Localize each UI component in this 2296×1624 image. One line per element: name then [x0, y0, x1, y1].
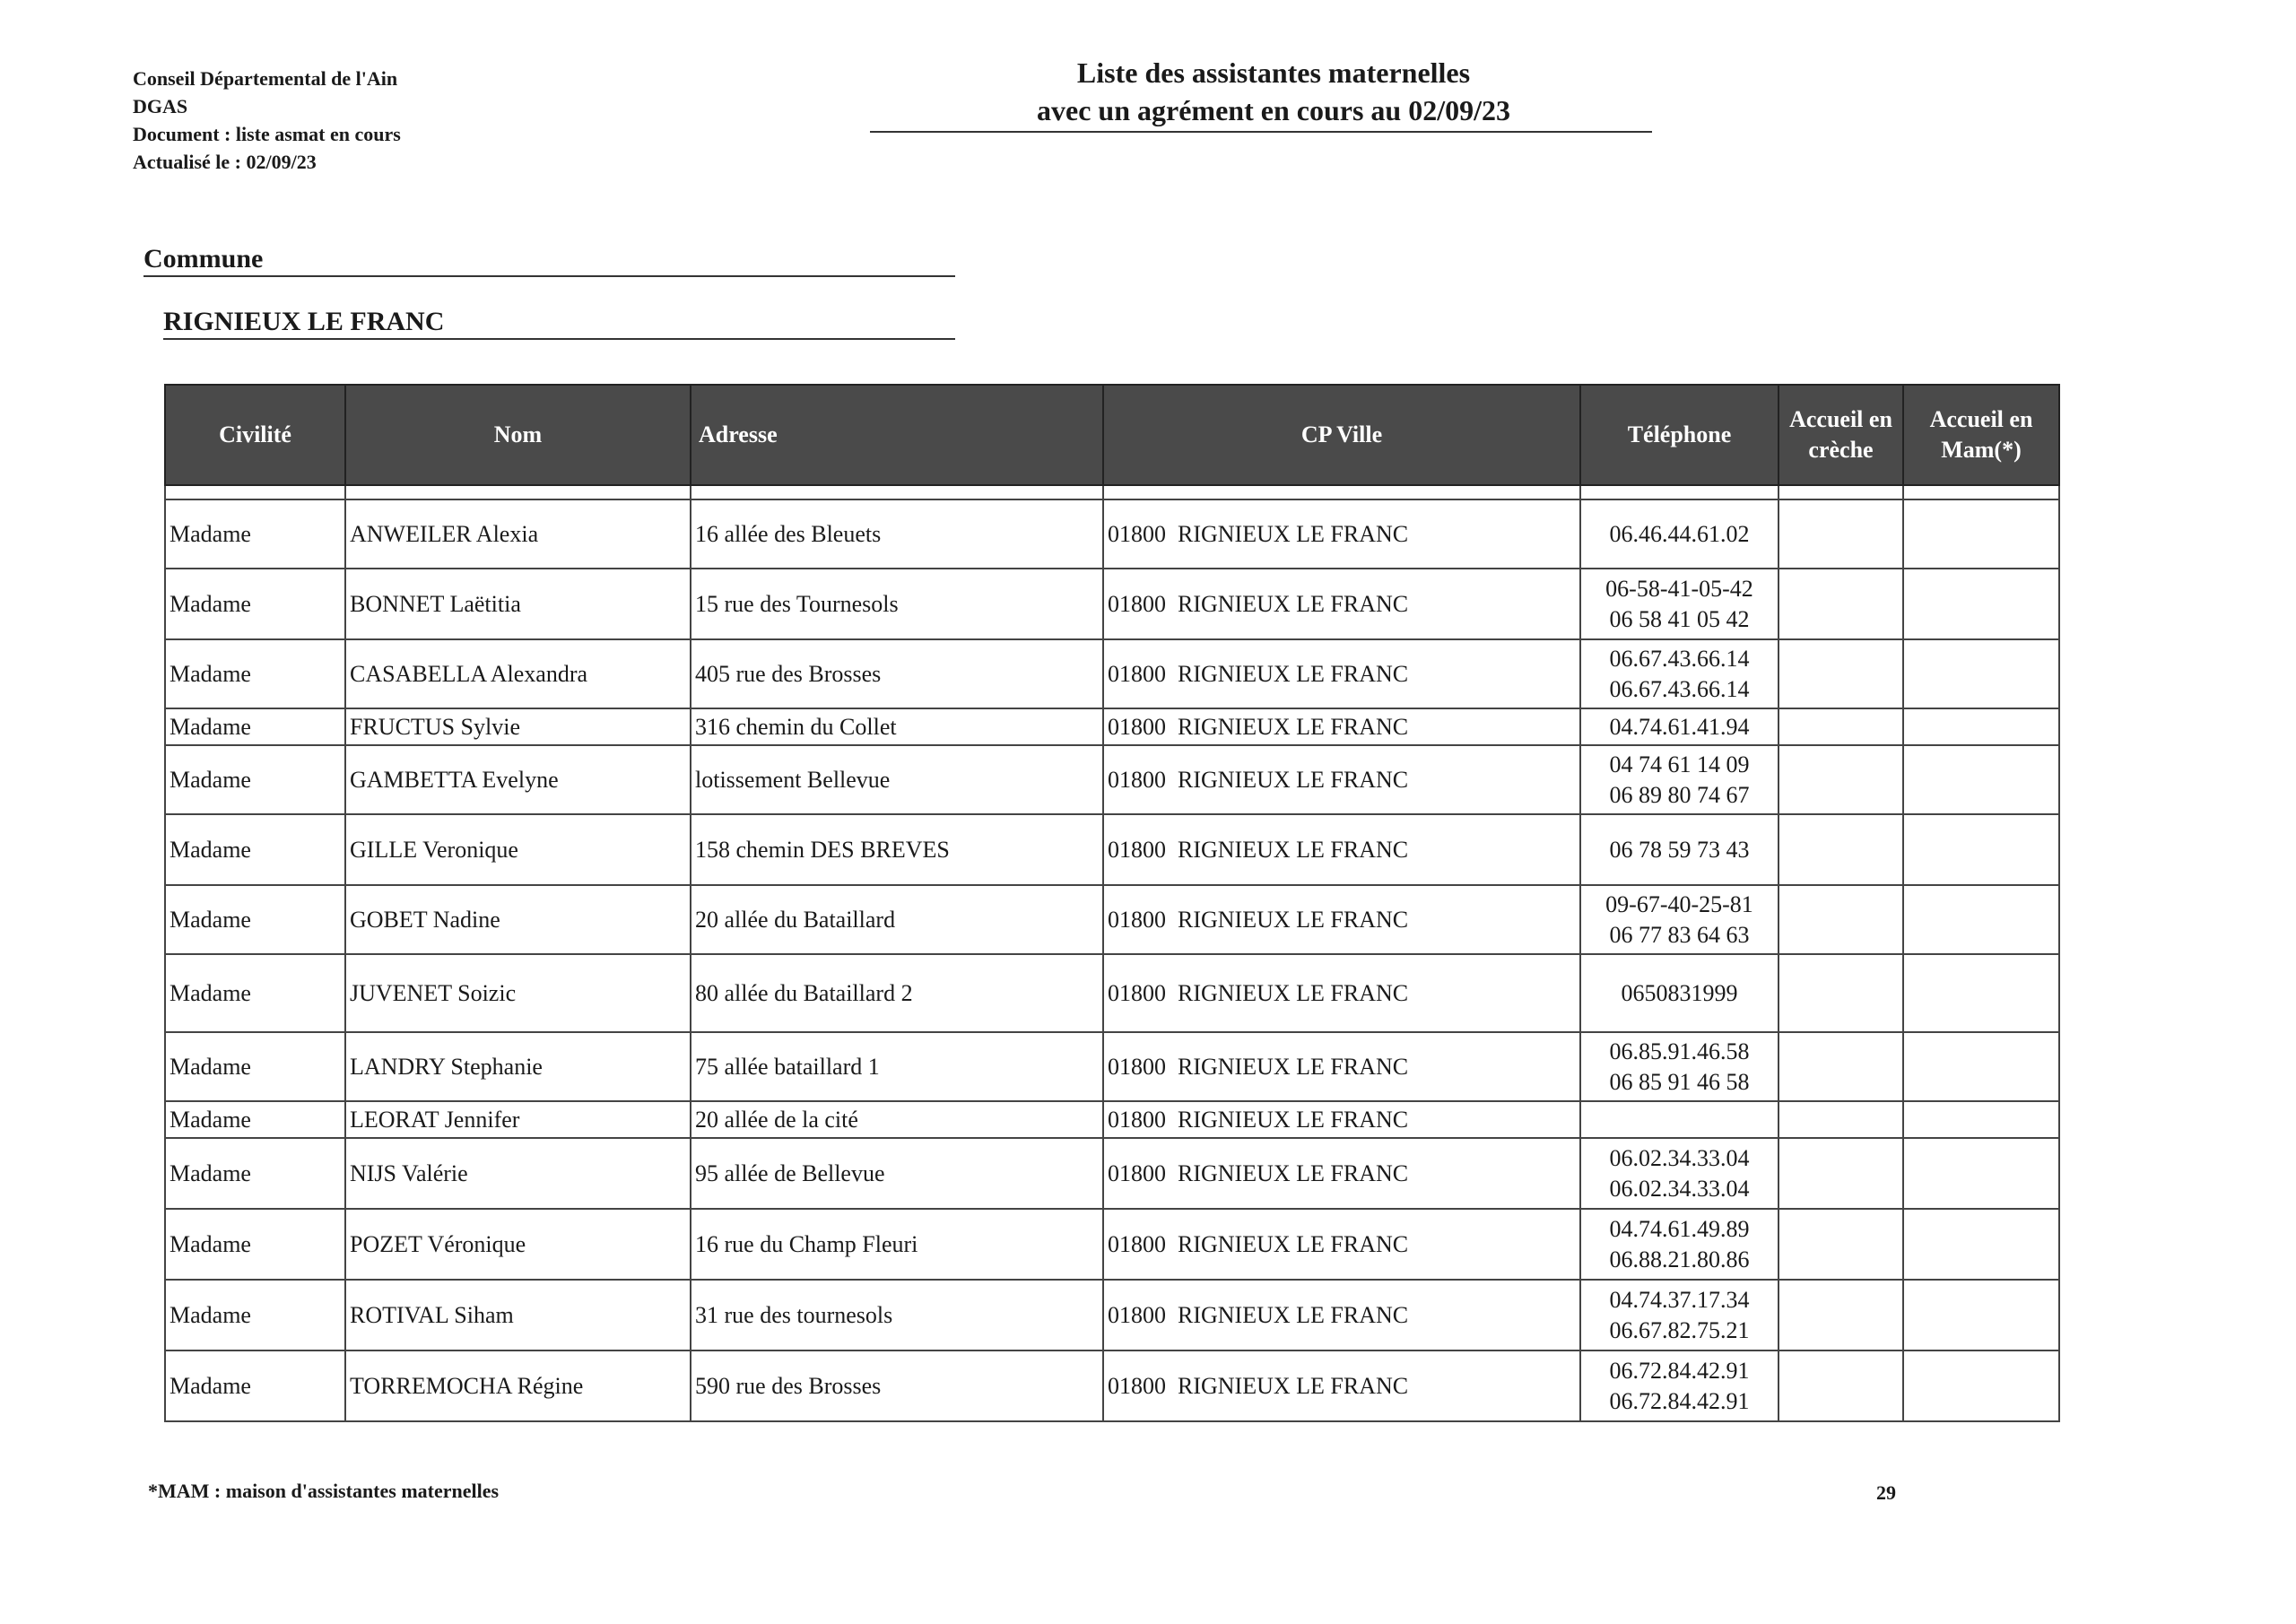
cell-accueil-creche	[1779, 569, 1903, 639]
org-line: DGAS	[133, 95, 188, 117]
column-header-civilite: Civilité	[165, 385, 345, 485]
table-header-row	[165, 385, 2059, 485]
cell-accueil-creche	[1779, 745, 1903, 814]
table-row	[165, 954, 2059, 1032]
assistants-table	[164, 384, 2060, 1422]
cell-cp-ville: 01800 RIGNIEUX LE FRANC	[1103, 569, 1580, 639]
cell-adresse: 20 allée de la cité	[691, 1101, 1103, 1138]
table-row	[165, 814, 2059, 885]
cell-civilite: Madame	[165, 499, 345, 569]
cell-telephone	[1580, 639, 1779, 708]
telephone-line-1: 04.74.61.49.89	[1609, 1215, 1750, 1242]
column-header-adresse: Adresse	[691, 385, 1103, 485]
cell-nom: ROTIVAL Siham	[345, 1280, 691, 1350]
table-row	[165, 708, 2059, 745]
cell-accueil-creche	[1779, 1350, 1903, 1421]
telephone-line-2: 06 78 59 73 43	[1609, 836, 1750, 863]
cell-telephone	[1580, 745, 1779, 814]
cell-accueil-creche	[1779, 1209, 1903, 1280]
cell-accueil-creche	[1779, 1138, 1903, 1209]
column-header-telephone: Téléphone	[1580, 385, 1779, 485]
header-gap	[165, 485, 2059, 499]
cell-adresse: 405 rue des Brosses	[691, 639, 1103, 708]
cell-accueil-creche	[1779, 885, 1903, 954]
cell-civilite: Madame	[165, 1280, 345, 1350]
table-row	[165, 885, 2059, 954]
cell-telephone	[1580, 1350, 1779, 1421]
cell-nom: LEORAT Jennifer	[345, 1101, 691, 1138]
commune-name-underline	[163, 338, 955, 340]
cell-accueil-creche	[1779, 1032, 1903, 1101]
table-row	[165, 1209, 2059, 1280]
cell-civilite: Madame	[165, 885, 345, 954]
telephone-line-1: 06-58-41-05-42	[1605, 575, 1753, 602]
commune-underline	[144, 275, 955, 277]
cell-cp-ville: 01800 RIGNIEUX LE FRANC	[1103, 1209, 1580, 1280]
column-header-nom: Nom	[345, 385, 691, 485]
cell-adresse: 590 rue des Brosses	[691, 1350, 1103, 1421]
cell-adresse: 16 rue du Champ Fleuri	[691, 1209, 1103, 1280]
telephone-line-1: 04.74.61.41.94	[1609, 713, 1750, 740]
cell-accueil-mam	[1903, 1032, 2059, 1101]
cell-accueil-mam	[1903, 569, 2059, 639]
cell-cp-ville: 01800 RIGNIEUX LE FRANC	[1103, 954, 1580, 1032]
telephone-line-2: 06.67.43.66.14	[1609, 675, 1750, 702]
title-line-1: Liste des assistantes maternelles	[1076, 56, 1471, 89]
cell-nom: LANDRY Stephanie	[345, 1032, 691, 1101]
title-line-2: avec un agrément en cours au 02/09/23	[1037, 94, 1510, 126]
telephone-line-2: 06.02.34.33.04	[1609, 1175, 1750, 1202]
org-line: Conseil Départemental de l'Ain	[133, 67, 398, 90]
cell-cp-ville: 01800 RIGNIEUX LE FRANC	[1103, 639, 1580, 708]
cell-adresse: 80 allée du Bataillard 2	[691, 954, 1103, 1032]
commune-name: RIGNIEUX LE FRANC	[163, 307, 445, 336]
telephone-line-1: 06.72.84.42.91	[1609, 1357, 1750, 1384]
cell-adresse: lotissement Bellevue	[691, 745, 1103, 814]
title-underline	[870, 131, 1652, 133]
cell-civilite: Madame	[165, 1209, 345, 1280]
column-header-cp-ville: CP Ville	[1103, 385, 1580, 485]
cell-accueil-mam	[1903, 1101, 2059, 1138]
telephone-line-2: 06 77 83 64 63	[1609, 921, 1750, 948]
cell-accueil-mam	[1903, 1350, 2059, 1421]
cell-accueil-creche	[1779, 1280, 1903, 1350]
cell-civilite: Madame	[165, 639, 345, 708]
cell-accueil-creche	[1779, 708, 1903, 745]
telephone-line-2: 06.46.44.61.02	[1609, 520, 1750, 547]
table-row	[165, 1101, 2059, 1138]
cell-cp-ville: 01800 RIGNIEUX LE FRANC	[1103, 1138, 1580, 1209]
telephone-line-2: 0650831999	[1621, 979, 1738, 1006]
cell-accueil-mam	[1903, 885, 2059, 954]
cell-adresse: 16 allée des Bleuets	[691, 499, 1103, 569]
organization-block	[133, 65, 401, 176]
cell-accueil-creche	[1779, 1101, 1903, 1138]
cell-cp-ville: 01800 RIGNIEUX LE FRANC	[1103, 1101, 1580, 1138]
telephone-line-2: 06 58 41 05 42	[1609, 605, 1750, 632]
cell-accueil-mam	[1903, 814, 2059, 885]
cell-civilite: Madame	[165, 1138, 345, 1209]
telephone-line-1: 06.02.34.33.04	[1609, 1144, 1750, 1171]
table-row	[165, 1350, 2059, 1421]
telephone-line-1: 09-67-40-25-81	[1605, 890, 1753, 917]
cell-accueil-mam	[1903, 745, 2059, 814]
table-row	[165, 1280, 2059, 1350]
cell-accueil-mam	[1903, 1280, 2059, 1350]
org-line: Actualisé le : 02/09/23	[133, 151, 317, 173]
table-row	[165, 569, 2059, 639]
telephone-line-2: 06 89 80 74 67	[1609, 781, 1750, 808]
cell-nom: BONNET Laëtitia	[345, 569, 691, 639]
org-line: Document : liste asmat en cours	[133, 123, 401, 145]
cell-civilite: Madame	[165, 1350, 345, 1421]
column-header-accueil-creche: Accueil en crèche	[1779, 385, 1903, 485]
cell-telephone	[1580, 885, 1779, 954]
table-body	[165, 485, 2059, 1421]
cell-telephone	[1580, 708, 1779, 745]
cell-accueil-mam	[1903, 499, 2059, 569]
cell-civilite: Madame	[165, 1032, 345, 1101]
cell-civilite: Madame	[165, 708, 345, 745]
cell-accueil-mam	[1903, 1209, 2059, 1280]
table-row	[165, 639, 2059, 708]
table-row	[165, 745, 2059, 814]
cell-nom: NIJS Valérie	[345, 1138, 691, 1209]
table-row	[165, 499, 2059, 569]
cell-accueil-creche	[1779, 814, 1903, 885]
telephone-line-2: 06.67.82.75.21	[1609, 1316, 1750, 1343]
cell-civilite: Madame	[165, 1101, 345, 1138]
cell-adresse: 75 allée bataillard 1	[691, 1032, 1103, 1101]
cell-nom: POZET Véronique	[345, 1209, 691, 1280]
cell-nom: FRUCTUS Sylvie	[345, 708, 691, 745]
cell-nom: JUVENET Soizic	[345, 954, 691, 1032]
cell-civilite: Madame	[165, 954, 345, 1032]
cell-adresse: 15 rue des Tournesols	[691, 569, 1103, 639]
cell-cp-ville: 01800 RIGNIEUX LE FRANC	[1103, 745, 1580, 814]
cell-telephone	[1580, 814, 1779, 885]
cell-telephone	[1580, 1209, 1779, 1280]
cell-telephone	[1580, 954, 1779, 1032]
cell-accueil-mam	[1903, 954, 2059, 1032]
cell-accueil-mam	[1903, 1138, 2059, 1209]
cell-cp-ville: 01800 RIGNIEUX LE FRANC	[1103, 1032, 1580, 1101]
cell-nom: CASABELLA Alexandra	[345, 639, 691, 708]
cell-adresse: 158 chemin DES BREVES	[691, 814, 1103, 885]
cell-nom: TORREMOCHA Régine	[345, 1350, 691, 1421]
telephone-line-2: 06.72.84.42.91	[1609, 1387, 1750, 1414]
cell-telephone	[1580, 499, 1779, 569]
cell-telephone	[1580, 1101, 1779, 1138]
table-row	[165, 1138, 2059, 1209]
telephone-line-2: 06.88.21.80.86	[1609, 1246, 1750, 1272]
cell-cp-ville: 01800 RIGNIEUX LE FRANC	[1103, 885, 1580, 954]
cell-accueil-mam	[1903, 639, 2059, 708]
cell-civilite: Madame	[165, 569, 345, 639]
cell-cp-ville: 01800 RIGNIEUX LE FRANC	[1103, 814, 1580, 885]
cell-nom: GILLE Veronique	[345, 814, 691, 885]
column-header-accueil-mam: Accueil en Mam(*)	[1903, 385, 2059, 485]
cell-cp-ville: 01800 RIGNIEUX LE FRANC	[1103, 499, 1580, 569]
commune-label: Commune	[144, 244, 264, 274]
cell-accueil-mam	[1903, 708, 2059, 745]
cell-nom: GAMBETTA Evelyne	[345, 745, 691, 814]
cell-civilite: Madame	[165, 814, 345, 885]
cell-adresse: 31 rue des tournesols	[691, 1280, 1103, 1350]
cell-adresse: 95 allée de Bellevue	[691, 1138, 1103, 1209]
document-title	[870, 54, 1677, 129]
cell-accueil-creche	[1779, 954, 1903, 1032]
cell-telephone	[1580, 1138, 1779, 1209]
cell-nom: GOBET Nadine	[345, 885, 691, 954]
cell-accueil-creche	[1779, 639, 1903, 708]
cell-civilite: Madame	[165, 745, 345, 814]
telephone-line-1: 06.85.91.46.58	[1609, 1038, 1750, 1064]
footnote: *MAM : maison d'assistantes maternelles	[148, 1480, 500, 1502]
cell-telephone	[1580, 1280, 1779, 1350]
cell-adresse: 20 allée du Bataillard	[691, 885, 1103, 954]
telephone-line-1: 06.67.43.66.14	[1609, 645, 1750, 672]
cell-cp-ville: 01800 RIGNIEUX LE FRANC	[1103, 1350, 1580, 1421]
telephone-line-1: 04.74.37.17.34	[1609, 1286, 1750, 1313]
cell-telephone	[1580, 569, 1779, 639]
telephone-line-1: 04 74 61 14 09	[1609, 751, 1750, 777]
page-number: 29	[1876, 1481, 1896, 1504]
cell-telephone	[1580, 1032, 1779, 1101]
cell-accueil-creche	[1779, 499, 1903, 569]
cell-nom: ANWEILER Alexia	[345, 499, 691, 569]
cell-cp-ville: 01800 RIGNIEUX LE FRANC	[1103, 1280, 1580, 1350]
table-row	[165, 1032, 2059, 1101]
telephone-line-2: 06 85 91 46 58	[1609, 1068, 1750, 1095]
cell-cp-ville: 01800 RIGNIEUX LE FRANC	[1103, 708, 1580, 745]
cell-adresse: 316 chemin du Collet	[691, 708, 1103, 745]
